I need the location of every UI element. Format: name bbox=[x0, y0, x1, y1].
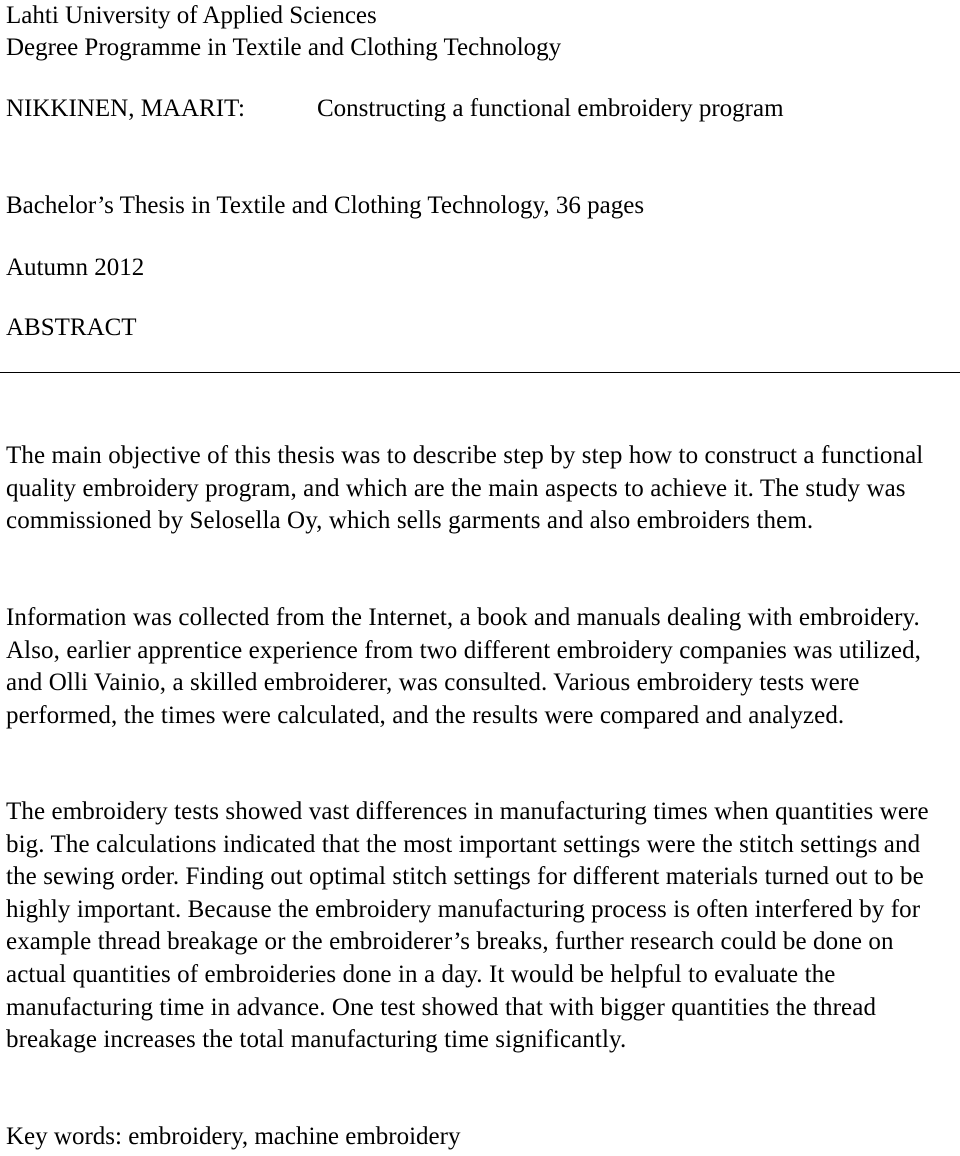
thesis-title: Constructing a functional embroidery program bbox=[317, 95, 784, 122]
degree-programme: Degree Programme in Textile and Clothing Technology bbox=[6, 34, 562, 61]
term: Autumn 2012 bbox=[6, 254, 145, 281]
section-heading: ABSTRACT bbox=[6, 314, 137, 341]
thesis-info: Bachelor’s Thesis in Textile and Clothing Technology, 36 pages bbox=[6, 192, 645, 219]
author-name: NIKKINEN, MAARIT: bbox=[6, 95, 246, 122]
keywords: Key words: embroidery, machine embroidery bbox=[6, 1123, 461, 1150]
divider-line bbox=[0, 372, 960, 373]
abstract-paragraph-2: Information was collected from the Internet, a book and manuals dealing with embroidery. Also, earlier apprentice experience from two different embroidery companies was utilized, and Olli Vainio, a skilled embroiderer, was consulted. Various embroidery tests were performed, the times were calculated, and the results were compared and analyzed. bbox=[6, 604, 922, 729]
university-name: Lahti University of Applied Sciences bbox=[6, 2, 377, 29]
abstract-paragraph-1: The main objective of this thesis was to describe step by step how to construct a functional quality embroidery program, and which are the main aspects to achieve it. The study was commissioned by Selosella Oy, which sells garments and also embroiders them. bbox=[6, 442, 924, 535]
abstract-paragraph-3: The embroidery tests showed vast differences in manufacturing times when quantities were big. The calculations indicated that the most important settings were the stitch settings and the sewing order. Finding out optimal stitch settings for different materials turned out to be highly important. Because the embroidery manufacturing process is often interfered by for example thread breakage or the embroiderer’s breaks, further research could be done on actual quantities of embroideries done in a day. It would be helpful to evaluate the manufacturing time in advance. One test showed that with bigger quantities the thread breakage increases the total manufacturing time significantly. bbox=[6, 798, 929, 1054]
